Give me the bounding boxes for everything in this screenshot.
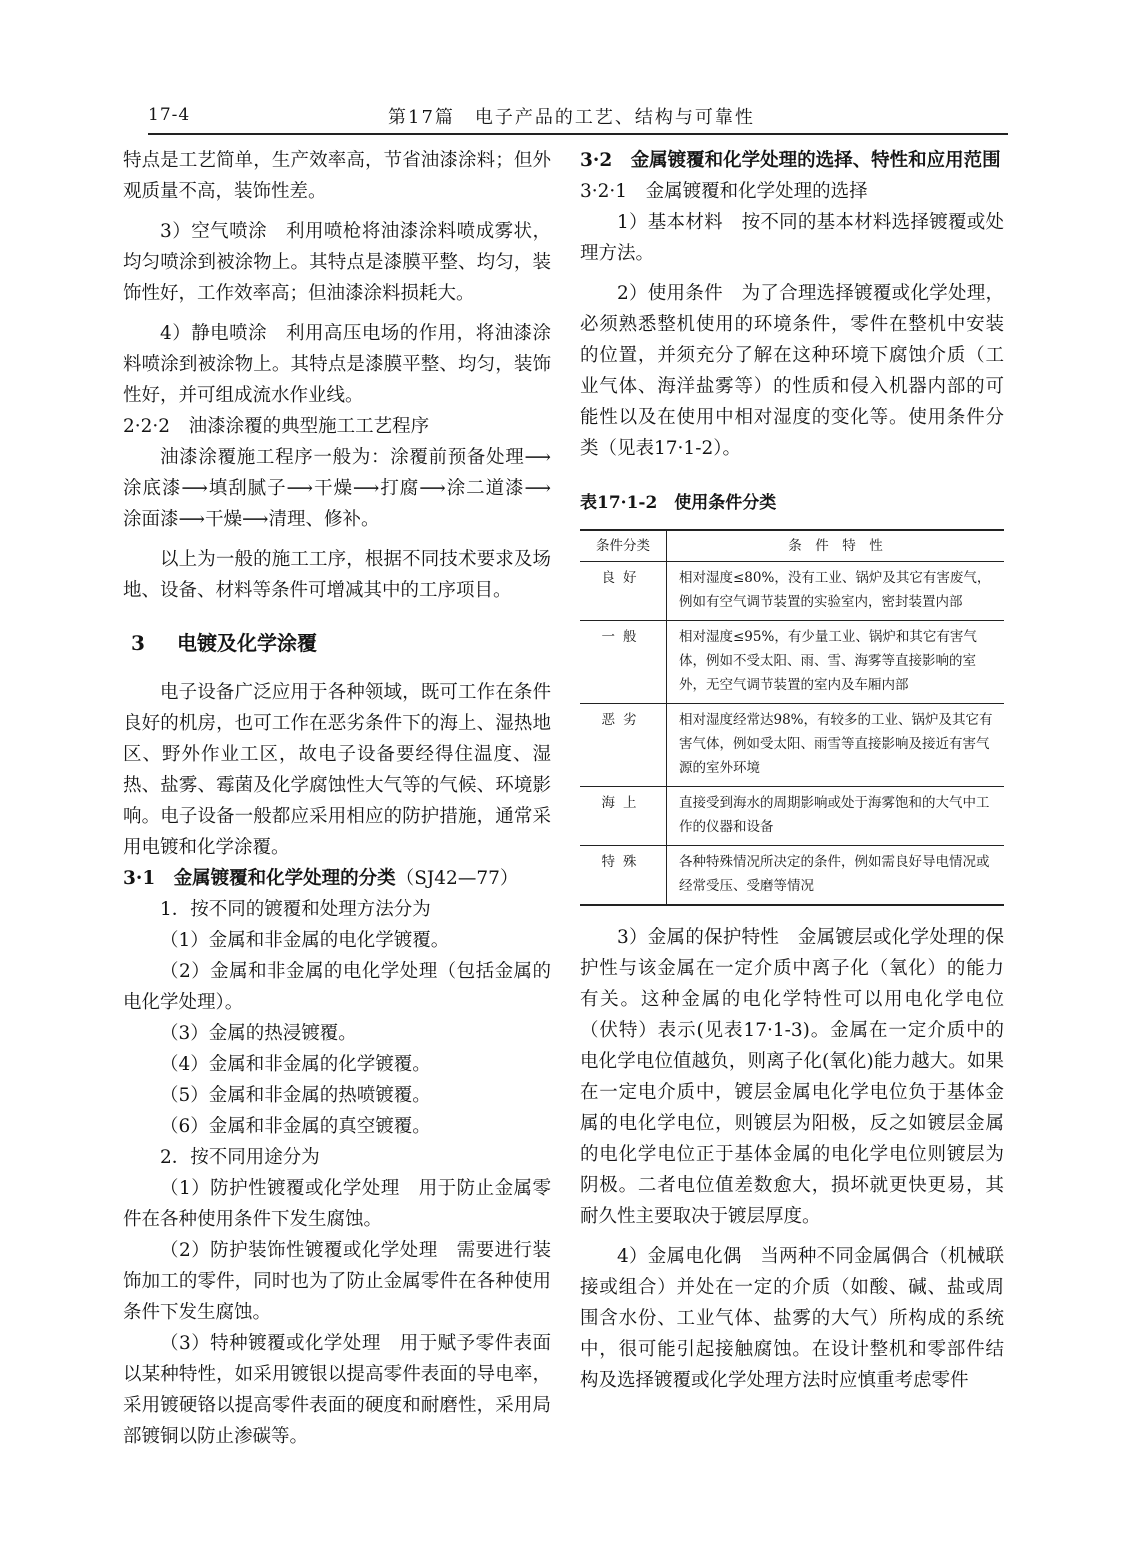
- table-row: [580, 846, 1004, 906]
- table-row: [580, 704, 1004, 787]
- paragraph: 4）金属电化偶 当两种不同金属偶合（机械联接或组合）并处在一定的介质（如酸、碱、盐或周围含水份、工业气体、盐雾的大气）所构成的系统中，很可能引起接触腐蚀。在设计整机和零部件结构及选择镀覆或化学处理方法时应慎重考虑零件: [580, 1246, 1004, 1391]
- subsection-heading: [123, 863, 551, 894]
- table-cell-description: 直接受到海水的周期影响或处于海雾饱和的大气中工作的仪器和设备: [667, 787, 1005, 846]
- paragraph: 特点是工艺简单，生产效率高，节省油漆涂料；但外观质量不高，装饰性差。: [123, 150, 551, 202]
- table-caption: 表17·1-2 使用条件分类: [580, 493, 777, 513]
- table-header: 条件分类: [580, 530, 667, 562]
- table-cell-description: 相对湿度≤95%，有少量工业、锅炉和其它有害气体，例如不受太阳、雨、雪、海雾等直接影响的室外，无空气调节装置的室内及车厢内部: [667, 621, 1005, 704]
- paragraph: 3）空气喷涂 利用喷枪将油漆涂料喷成雾状，均匀喷涂到被涂物上。其特点是漆膜平整、均匀，装饰性好，工作效率高；但油漆涂料损耗大。: [123, 221, 551, 304]
- table-cell-category: 特殊: [580, 846, 667, 906]
- list-item: （2）防护装饰性镀覆或化学处理 需要进行装饰加工的零件，同时也为了防止金属零件在各种使用条件下发生腐蚀。: [123, 1240, 551, 1323]
- table-cell-category: 良好: [580, 562, 667, 621]
- paragraph: 油漆涂覆施工程序一般为：涂覆前预备处理⟶涂底漆⟶填刮腻子⟶干燥⟶打腐⟶涂二道漆⟶涂面漆⟶干燥⟶清理、修补。: [123, 447, 551, 530]
- table-header: 条 件 特 性: [667, 530, 1005, 562]
- list-item: （1）金属和非金属的电化学镀覆。: [160, 930, 450, 951]
- section-title: 电镀及化学涂覆: [177, 631, 317, 655]
- table-cell-description: 各种特殊情况所决定的条件，例如需良好导电情况或经常受压、受磨等情况: [679, 854, 990, 894]
- right-column: [580, 145, 1004, 1396]
- page-number: 17-4: [148, 105, 191, 125]
- section-heading: [131, 628, 551, 659]
- subsection-heading-code: （SJ42—77）: [395, 868, 519, 889]
- paragraph: 以上为一般的施工工序，根据不同技术要求及场地、设备、材料等条件可增减其中的工序项目。: [123, 549, 551, 601]
- running-title: 第17篇 电子产品的工艺、结构与可靠性: [388, 107, 755, 128]
- table-row: [580, 562, 1004, 621]
- left-column: [123, 145, 551, 1452]
- running-header: [148, 103, 1008, 135]
- list-item: （3）特种镀覆或化学处理 用于赋予零件表面以某种特性，如采用镀银以提高零件表面的导电率，采用镀硬铬以提高零件表面的硬度和耐磨性，采用局部镀铜以防止渗碳等。: [123, 1333, 551, 1447]
- table-cell-category: 恶劣: [580, 704, 667, 787]
- subsection-heading: 3·2·1 金属镀覆和化学处理的选择: [580, 181, 868, 202]
- paragraph: 2）使用条件 为了合理选择镀覆或化学处理，必须熟悉整机使用的环境条件，零件在整机中安装的位置，并须充分了解在这种环境下腐蚀介质（工业气体、海洋盐雾等）的性质和侵入机器内部的可能性以及在使用中相对湿度的变化等。使用条件分类（见表17·1-2）。: [580, 283, 1004, 459]
- subsection-heading: 2·2·2 油漆涂覆的典型施工工艺程序: [123, 416, 430, 437]
- list-item: （6）金属和非金属的真空镀覆。: [160, 1116, 431, 1137]
- table-cell-category: 海上: [580, 787, 667, 846]
- paragraph: 1）基本材料 按不同的基本材料选择镀覆或处理方法。: [580, 212, 1004, 264]
- section-heading: 3·2 金属镀覆和化学处理的选择、特性和应用范围: [580, 150, 1001, 171]
- list-heading: 1．按不同的镀覆和处理方法分为: [160, 899, 431, 920]
- list-item: （4）金属和非金属的化学镀覆。: [160, 1054, 431, 1075]
- list-item: （1）防护性镀覆或化学处理 用于防止金属零件在各种使用条件下发生腐蚀。: [123, 1178, 551, 1230]
- paragraph: 电子设备广泛应用于各种领域，既可工作在条件良好的机房，也可工作在恶劣条件下的海上、湿热地区、野外作业工区，故电子设备要经得住温度、湿热、盐雾、霉菌及化学腐蚀性大气等的气候、环境影响。电子设备一般都应采用相应的防护措施，通常采用电镀和化学涂覆。: [123, 682, 551, 858]
- table-row: [580, 787, 1004, 846]
- subsection-heading-title: 3·1 金属镀覆和化学处理的分类: [123, 868, 396, 889]
- table-cell-category: 一般: [580, 621, 667, 704]
- conditions-table: [580, 529, 1004, 906]
- paragraph: 3）金属的保护特性 金属镀层或化学处理的保护性与该金属在一定介质中离子化（氧化）的能力有关。这种金属的电化学特性可以用电化学电位（伏特）表示(见表17·1-3)。金属在一定介质中的电化学电位值越负，则离子化(氧化)能力越大。如果在一定电介质中，镀层金属电化学电位负于基体金属的电化学电位，则镀层为阳极，反之如镀层金属的电化学电位正于基体金属的电化学电位则镀层为阴极。二者电位值差数愈大，损坏就更快更易，其耐久性主要取决于镀层厚度。: [580, 927, 1004, 1227]
- table-cell-description: 相对湿度≤80%，没有工业、锅炉及其它有害废气，例如有空气调节装置的实验室内，密封装置内部: [667, 562, 1005, 621]
- list-heading: 2．按不同用途分为: [160, 1147, 320, 1168]
- table-cell-description: 相对湿度经常达98%，有较多的工业、锅炉及其它有害气体，例如受太阳、雨雪等直接影响及接近有害气源的室外环境: [667, 704, 1005, 787]
- section-number: 3: [131, 631, 145, 655]
- table-header-row: [580, 530, 1004, 562]
- list-item: （2）金属和非金属的电化学处理（包括金属的电化学处理）。: [123, 961, 551, 1013]
- list-item: （5）金属和非金属的热喷镀覆。: [160, 1085, 431, 1106]
- paragraph: 4）静电喷涂 利用高压电场的作用，将油漆涂料喷涂到被涂物上。其特点是漆膜平整、均匀，装饰性好，并可组成流水作业线。: [123, 323, 551, 406]
- list-item: （3）金属的热浸镀覆。: [160, 1023, 357, 1044]
- table-row: [580, 621, 1004, 704]
